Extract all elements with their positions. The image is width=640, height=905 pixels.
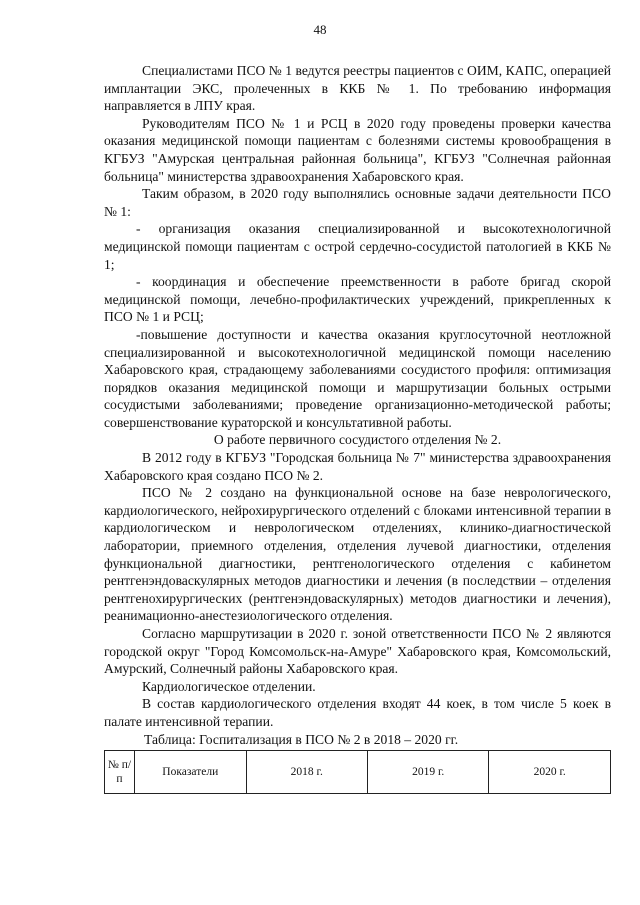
header-cell-2020: 2020 г.: [489, 751, 611, 794]
list-item: - организация оказания специализированной и высокотехнологичной медицинской помощи пациентам с острой сердечно-сосудистой патологией в ККБ № 1;: [104, 221, 611, 272]
paragraph: Согласно маршрутизации в 2020 г. зоной ответственности ПСО № 2 являются городской округ "Город Комсомольск-на-Амуре" Хабаровского края, Комсомольский, Амурский, Солнечный районы Хабаровского края.: [104, 626, 611, 677]
paragraph: В состав кардиологического отделения входят 44 коек, в том числе 5 коек в палате интенсивной терапии.: [104, 696, 611, 729]
section-heading: О работе первичного сосудистого отделения № 2.: [213, 432, 502, 448]
list-item: - координация и обеспечение преемственности в работе бригад скорой медицинской помощи, лечебно-профилактических учреждений, прикрепленных к ПСО № 1 и РСЦ;: [104, 274, 611, 325]
paragraph: В 2012 году в КГБУЗ "Городская больница № 7" министерства здравоохранения Хабаровского края создано ПСО № 2.: [104, 450, 611, 483]
paragraph: Таким образом, в 2020 году выполнялись основные задачи деятельности ПСО № 1:: [104, 186, 611, 219]
page-number: 48: [313, 22, 327, 37]
document-body: [104, 62, 611, 794]
subsection-heading: Кардиологическое отделении.: [142, 678, 316, 694]
paragraph: ПСО № 2 создано на функциональной основе на базе неврологического, кардиологического, нейрохирургического отделений с блоками интенсивной терапии в кардиологическом и неврологическом отделениях, клинико-диагностической лаборатории, приемного отделения, отделения лучевой диагностики, отделения функциональной диагностики, рентгенологического отделения с кабинетом рентгенэндоваскулярных методов диагностики и лечения (в последствии – отделения рентгенохирургических (рентгенэндоваскулярных) методов диагностики и лечения), реанимационно-анестезиологического отделения.: [104, 485, 611, 624]
paragraph: Специалистами ПСО № 1 ведутся реестры пациентов с ОИМ, КАПС, операцией имплантации ЭКС, пролеченных в ККБ № 1. По требованию информация направляется в ЛПУ края.: [104, 63, 611, 114]
list-item: -повышение доступности и качества оказания круглосуточной неотложной специализированной и высокотехнологичной медицинской помощи населению Хабаровского края, страдающему заболеваниями сосудистого профиля: оптимизация порядков оказания медицинской помощи и маршрутизации больных острыми сосудистыми заболеваниями; проведение организационно-методической работы; совершенствование кураторской и консультативной работы.: [104, 326, 611, 430]
table-caption: Таблица: Госпитализация в ПСО № 2 в 2018 – 2020 гг.: [144, 731, 459, 747]
paragraph: Руководителям ПСО № 1 и РСЦ в 2020 году проведены проверки качества оказания медицинской помощи пациентам с болезнями системы кровообращения в КГБУЗ "Амурская центральная районная больница", КГБУЗ "Солнечная районная больница" министерства здравоохранения Хабаровского края.: [104, 115, 611, 184]
hospitalization-table: [104, 750, 611, 794]
header-cell-2019: 2019 г.: [367, 751, 488, 794]
table-header-row: [105, 751, 611, 794]
header-cell-indicators: Показатели: [135, 751, 246, 794]
header-cell-number: № п/п: [105, 751, 135, 794]
header-cell-2018: 2018 г.: [246, 751, 367, 794]
